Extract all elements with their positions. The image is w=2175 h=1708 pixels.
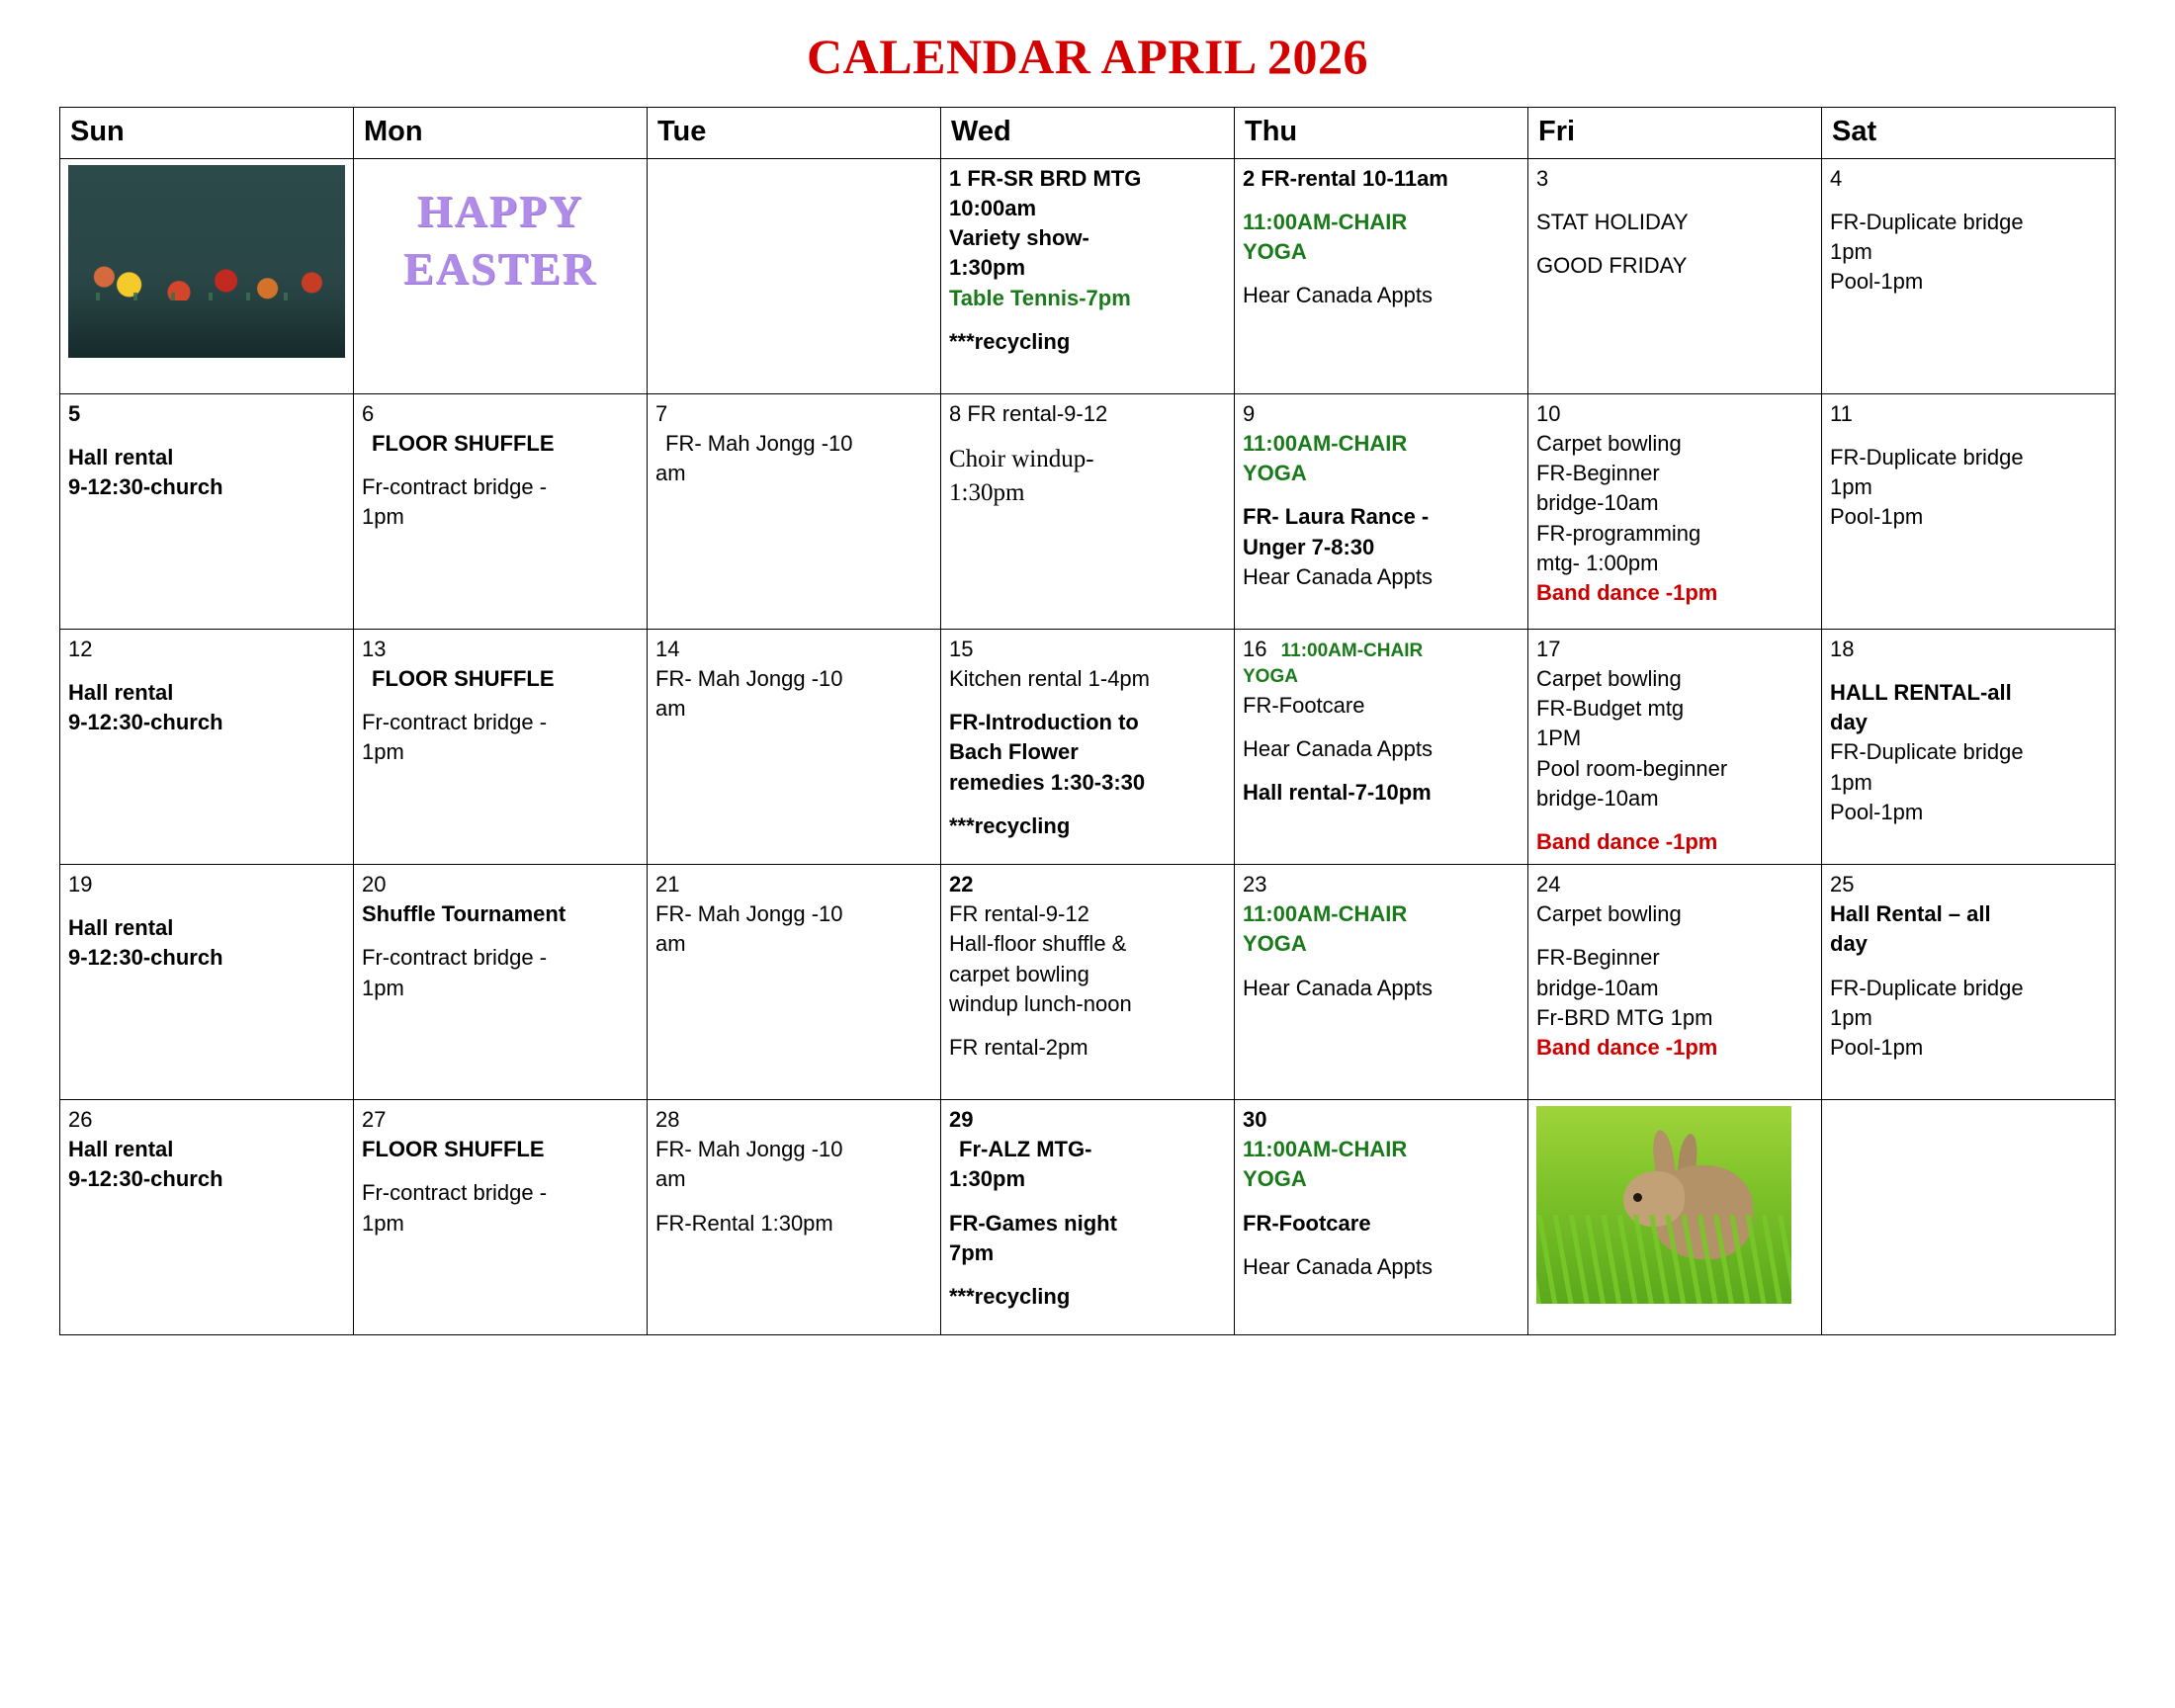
- event-item: Bach Flower: [949, 739, 1079, 765]
- event-item: Hear Canada Appts: [1243, 735, 1434, 761]
- day-number-1: 1 FR-SR BRD MTG: [949, 166, 1142, 191]
- event-item: Fr-ALZ MTG-: [959, 1137, 1092, 1162]
- event-item: Choir windup-: [949, 446, 1094, 473]
- event-item: Band dance -1pm: [1536, 579, 1718, 605]
- event-item: bridge-10am: [1536, 490, 1659, 516]
- event-item: YOGA: [1243, 239, 1307, 265]
- event-item: 1pm: [362, 1210, 404, 1236]
- weekday-header-mon: Mon: [354, 108, 648, 159]
- page-title: CALENDAR APRIL 2026: [807, 29, 1368, 84]
- day-number-19: 19: [68, 872, 93, 897]
- day-number-3: 3: [1536, 166, 1549, 191]
- event-item: Hall-floor shuffle &: [949, 931, 1127, 957]
- day-cell-empty-3: [648, 159, 941, 394]
- day-number-14: 14: [655, 637, 680, 661]
- day-number-21: 21: [655, 872, 680, 897]
- event-item: Fr-contract bridge -: [362, 945, 548, 971]
- event-item: Carpet bowling: [1536, 901, 1682, 927]
- day-cell-15: [941, 630, 1235, 865]
- event-item: 1:30pm: [949, 1166, 1026, 1192]
- day-cell-1: [941, 159, 1235, 394]
- day-cell-11: [1822, 394, 2116, 630]
- event-item: Hear Canada Appts: [1243, 563, 1434, 589]
- week-row-2: [60, 394, 2116, 630]
- event-item: FR-Duplicate bridge: [1830, 975, 2024, 1000]
- day-number-26: 26: [68, 1107, 93, 1133]
- event-item: FR-Footcare: [1243, 1210, 1371, 1236]
- event-item: am: [655, 696, 686, 722]
- day-cell-6: [354, 394, 648, 630]
- easter-line-2: EASTER: [402, 242, 598, 294]
- weekday-header-sun: Sun: [60, 108, 354, 159]
- event-item: 11:00AM-CHAIR: [1243, 1137, 1408, 1162]
- event-item: 1pm: [362, 504, 404, 530]
- event-item: FR-Beginner: [1536, 945, 1660, 971]
- event-item: 1:30pm: [949, 255, 1026, 281]
- day-number-18: 18: [1830, 637, 1855, 661]
- day-number-6: 6: [362, 401, 375, 426]
- day-number-28: 28: [655, 1107, 680, 1133]
- event-item: bridge-10am: [1536, 785, 1659, 811]
- event-item: 11:00AM-CHAIR: [1280, 640, 1424, 661]
- event-item: mtg- 1:00pm: [1536, 550, 1659, 575]
- event-item: 10:00am: [949, 196, 1037, 221]
- event-item: 11:00AM-CHAIR: [1243, 210, 1408, 235]
- day-number-30: 30: [1243, 1107, 1267, 1133]
- event-item: Shuffle Tournament: [362, 901, 566, 927]
- event-item: FR- Laura Rance -: [1243, 504, 1430, 530]
- event-item: Band dance -1pm: [1536, 1034, 1718, 1060]
- day-cell-empty-5: [1822, 1100, 2116, 1335]
- day-cell-2: [1235, 159, 1528, 394]
- day-cell-25: [1822, 865, 2116, 1100]
- event-item: windup lunch-noon: [949, 990, 1132, 1016]
- day-cell-8: [941, 394, 1235, 630]
- day-cell-28: [648, 1100, 941, 1335]
- event-item: FR-Introduction to: [949, 710, 1139, 735]
- day-cell-27: [354, 1100, 648, 1335]
- day-number-23: 23: [1243, 872, 1267, 897]
- event-item: GOOD FRIDAY: [1536, 253, 1688, 279]
- week-row-1: [60, 159, 2116, 394]
- event-item: ***recycling: [949, 328, 1071, 354]
- event-item: FR rental-2pm: [949, 1034, 1088, 1060]
- event-item: day: [1830, 931, 1868, 957]
- grass-foreground: [1536, 1215, 1791, 1304]
- event-item: FR-Budget mtg: [1536, 696, 1685, 722]
- day-number-27: 27: [362, 1107, 387, 1133]
- event-item: 1pm: [1830, 239, 1872, 265]
- day-cell-3: [1528, 159, 1822, 394]
- event-item: day: [1830, 710, 1868, 735]
- day-number-16-row: [1243, 636, 1520, 663]
- day-cell-19: [60, 865, 354, 1100]
- event-item: ***recycling: [949, 1283, 1071, 1309]
- day-cell-empty-2: [354, 159, 648, 394]
- day-cell-13: [354, 630, 648, 865]
- day-cell-9: [1235, 394, 1528, 630]
- event-item: YOGA: [1243, 461, 1307, 486]
- event-item: Hear Canada Appts: [1243, 1253, 1434, 1279]
- event-item: FR-Duplicate bridge: [1830, 210, 2024, 235]
- event-item: Unger 7-8:30: [1243, 534, 1375, 559]
- day-cell-17: [1528, 630, 1822, 865]
- event-item: am: [655, 461, 686, 486]
- event-item: 11:00AM-CHAIR: [1243, 901, 1408, 927]
- event-item: Hall rental: [68, 915, 174, 941]
- event-item: Fr-BRD MTG 1pm: [1536, 1004, 1713, 1030]
- event-item: YOGA: [1243, 931, 1307, 957]
- event-item: Pool-1pm: [1830, 504, 1924, 530]
- event-item: Band dance -1pm: [1536, 828, 1718, 854]
- event-item: 1pm: [1830, 1004, 1872, 1030]
- event-item: 1pm: [1830, 474, 1872, 500]
- event-item: carpet bowling: [949, 961, 1089, 986]
- event-item: Hall rental: [68, 445, 174, 470]
- event-item: FR-Footcare: [1243, 692, 1365, 718]
- event-item: ***recycling: [949, 812, 1071, 838]
- day-number-11: 11: [1830, 401, 1853, 426]
- weekday-header-thu: Thu: [1235, 108, 1528, 159]
- day-cell-12: [60, 630, 354, 865]
- day-number-25: 25: [1830, 872, 1855, 897]
- event-item: Pool room-beginner: [1536, 755, 1728, 781]
- event-item: Fr-contract bridge -: [362, 710, 548, 735]
- event-item: bridge-10am: [1536, 975, 1659, 1000]
- event-item: Fr-contract bridge -: [362, 1180, 548, 1206]
- weekday-header-wed: Wed: [941, 108, 1235, 159]
- event-item: FR-programming: [1536, 520, 1701, 546]
- event-item: Hall rental: [68, 680, 174, 706]
- day-cell-18: [1822, 630, 2116, 865]
- day-number-15: 15: [949, 637, 974, 661]
- day-number-29: 29: [949, 1107, 974, 1133]
- event-item: Carpet bowling: [1536, 431, 1682, 457]
- event-item: Hall rental: [68, 1137, 174, 1162]
- day-number-5: 5: [68, 401, 81, 426]
- event-item: HALL RENTAL-all: [1830, 680, 2012, 706]
- event-item: STAT HOLIDAY: [1536, 210, 1689, 235]
- event-item: Hall Rental – all: [1830, 901, 1991, 927]
- weekday-header-tue: Tue: [648, 108, 941, 159]
- event-item: Carpet bowling: [1536, 666, 1682, 692]
- event-item: Pool-1pm: [1830, 799, 1924, 824]
- event-item: FR-Beginner: [1536, 461, 1660, 486]
- bunny-photo: [1536, 1106, 1791, 1304]
- day-cell-7: [648, 394, 941, 630]
- day-cell-29: [941, 1100, 1235, 1335]
- event-item: Hear Canada Appts: [1243, 975, 1434, 1000]
- event-item: Variety show-: [949, 225, 1089, 251]
- event-item: FR-Duplicate bridge: [1830, 445, 2024, 470]
- day-cell-5: [60, 394, 354, 630]
- day-cell-10: [1528, 394, 1822, 630]
- event-item: FLOOR SHUFFLE: [372, 431, 555, 457]
- day-number-17: 17: [1536, 637, 1561, 661]
- day-number-9: 9: [1243, 401, 1256, 426]
- day-number-20: 20: [362, 872, 387, 897]
- day-cell-4: [1822, 159, 2116, 394]
- event-item: 7pm: [949, 1239, 995, 1265]
- day-cell-30: [1235, 1100, 1528, 1335]
- day-cell-empty-1: [60, 159, 354, 394]
- event-item: remedies 1:30-3:30: [949, 769, 1146, 795]
- event-item: FLOOR SHUFFLE: [372, 666, 555, 692]
- event-item: Pool-1pm: [1830, 1034, 1924, 1060]
- event-item: 9-12:30-church: [68, 474, 223, 500]
- day-cell-16: [1235, 630, 1528, 865]
- weekday-header-fri: Fri: [1528, 108, 1822, 159]
- event-item: 9-12:30-church: [68, 710, 223, 735]
- day-number-22: 22: [949, 872, 974, 897]
- weekday-header-row: [60, 108, 2116, 159]
- weekday-header-sat: Sat: [1822, 108, 2116, 159]
- event-item: FLOOR SHUFFLE: [362, 1137, 545, 1162]
- day-number-8: 8 FR rental-9-12: [949, 401, 1108, 426]
- event-item: FR-Duplicate bridge: [1830, 739, 2024, 765]
- event-item: 1PM: [1536, 726, 1582, 751]
- event-item: 9-12:30-church: [68, 1166, 223, 1192]
- day-cell-empty-4: [1528, 1100, 1822, 1335]
- calendar-table: [59, 107, 2116, 1335]
- day-number-12: 12: [68, 637, 93, 661]
- event-item: FR- Mah Jongg -10: [655, 901, 843, 927]
- day-number-4: 4: [1830, 166, 1843, 191]
- tulips-photo: [68, 165, 345, 358]
- event-item: FR- Mah Jongg -10: [655, 1137, 843, 1162]
- event-item: am: [655, 931, 686, 957]
- event-item: FR-Rental 1:30pm: [655, 1210, 833, 1236]
- event-item: FR rental-9-12: [949, 901, 1089, 927]
- day-cell-26: [60, 1100, 354, 1335]
- week-row-4: [60, 865, 2116, 1100]
- event-item: 1pm: [362, 975, 404, 1000]
- day-number-10: 10: [1536, 401, 1561, 426]
- day-number-16: 16: [1243, 637, 1267, 661]
- event-item: YOGA: [1243, 1166, 1307, 1192]
- event-item: YOGA: [1243, 666, 1298, 688]
- day-number-2: 2 FR-rental 10-11am: [1243, 166, 1448, 191]
- event-item: FR- Mah Jongg -10: [665, 431, 853, 457]
- week-row-3: [60, 630, 2116, 865]
- event-item: am: [655, 1166, 686, 1192]
- event-item: 1pm: [362, 739, 404, 765]
- easter-line-1: HAPPY: [416, 186, 584, 236]
- event-item: 9-12:30-church: [68, 945, 223, 971]
- day-cell-20: [354, 865, 648, 1100]
- day-cell-24: [1528, 865, 1822, 1100]
- week-row-5: [60, 1100, 2116, 1335]
- event-item: Hall rental-7-10pm: [1243, 779, 1432, 805]
- calendar-page: [0, 28, 2175, 1708]
- day-number-7: 7: [655, 401, 668, 426]
- day-number-24: 24: [1536, 872, 1561, 897]
- day-cell-23: [1235, 865, 1528, 1100]
- event-item: FR- Mah Jongg -10: [655, 666, 843, 692]
- event-item: 11:00AM-CHAIR: [1243, 431, 1408, 457]
- event-item: Kitchen rental 1-4pm: [949, 666, 1150, 692]
- event-item: 1:30pm: [949, 479, 1025, 507]
- happy-easter-art: [362, 183, 639, 297]
- event-item: FR-Games night: [949, 1210, 1117, 1236]
- day-number-13: 13: [362, 637, 387, 661]
- event-item: Hear Canada Appts: [1243, 283, 1434, 308]
- day-cell-21: [648, 865, 941, 1100]
- event-item: Pool-1pm: [1830, 269, 1924, 295]
- day-cell-14: [648, 630, 941, 865]
- event-item: Fr-contract bridge -: [362, 474, 548, 500]
- event-item: Table Tennis-7pm: [949, 285, 1131, 310]
- day-cell-22: [941, 865, 1235, 1100]
- event-item: 1pm: [1830, 769, 1872, 795]
